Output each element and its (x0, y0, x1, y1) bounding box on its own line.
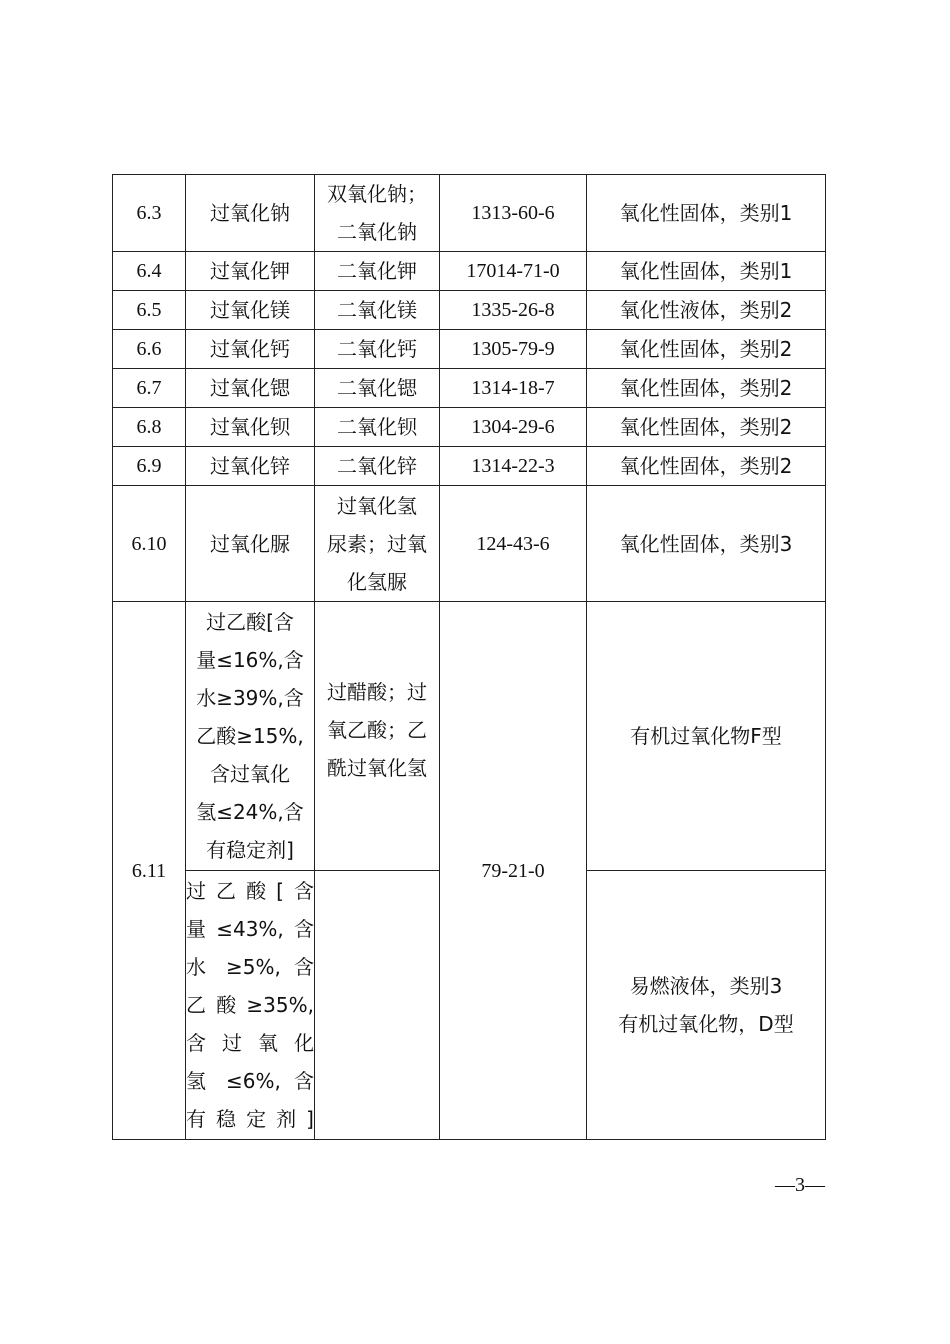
hazard-class: 氧化性固体，类别2 (587, 408, 826, 447)
name-line: 水≥39%,含 (196, 686, 304, 710)
alias-line: 酰过氧化氢 (327, 756, 427, 780)
name-line: 量≤43%,含 (186, 917, 314, 941)
chemical-name: 过氧化锌 (186, 447, 315, 486)
chemical-name: 过氧化脲 (186, 486, 315, 602)
table-row (113, 330, 826, 369)
name-line: 氢 ≤6%, 含 (186, 1069, 314, 1093)
chemical-name: 过氧化钡 (186, 408, 315, 447)
chemical-name: 过氧化钙 (186, 330, 315, 369)
hazard-class: 氧化性固体，类别3 (587, 486, 826, 602)
table-row (113, 369, 826, 408)
name-line: 过乙酸[含 (206, 610, 294, 634)
hazard-class: 氧化性固体，类别1 (587, 252, 826, 291)
name-line: 量≤16%,含 (196, 648, 304, 672)
cas-number: 1314-18-7 (440, 369, 587, 408)
table-row (113, 408, 826, 447)
name-line: 乙酸≥15%, (196, 724, 304, 748)
row-number: 6.9 (113, 447, 186, 486)
name-line: 氢≤24%,含 (196, 800, 304, 824)
chemical-alias: 二氧化钾 (315, 252, 440, 291)
chemical-name: 过氧化钾 (186, 252, 315, 291)
chemical-name (186, 871, 315, 1140)
hazard-class (587, 871, 826, 1140)
chemical-alias: 二氧化锶 (315, 369, 440, 408)
hazard-class: 氧化性固体，类别2 (587, 447, 826, 486)
row-number: 6.11 (113, 602, 186, 1140)
chemical-name: 过氧化钠 (186, 175, 315, 252)
cas-number: 1313-60-6 (440, 175, 587, 252)
chemical-name (186, 602, 315, 871)
name-line: 有稳定剂] (186, 1107, 314, 1131)
alias-line: 过氧化氢 (337, 493, 417, 518)
chemical-alias (315, 602, 440, 871)
name-line: 含过氧化 (210, 762, 290, 786)
chemical-alias: 二氧化钡 (315, 408, 440, 447)
chemical-alias (315, 486, 440, 602)
row-number: 6.4 (113, 252, 186, 291)
chemical-alias (315, 175, 440, 252)
hazard-class: 氧化性固体，类别2 (587, 330, 826, 369)
cas-number: 1335-26-8 (440, 291, 587, 330)
alias-line: 化氢脲 (347, 569, 407, 594)
chemical-table (112, 174, 826, 1140)
row-number: 6.6 (113, 330, 186, 369)
alias-line: 二氧化钠 (337, 220, 417, 244)
alias-line: 尿素；过氧 (327, 531, 427, 556)
chemical-alias: 二氧化锌 (315, 447, 440, 486)
hazard-class: 氧化性固体，类别2 (587, 369, 826, 408)
name-line: 过乙酸[含 (186, 879, 314, 903)
chemical-alias: 二氧化镁 (315, 291, 440, 330)
cas-number: 124-43-6 (440, 486, 587, 602)
hazard-class: 氧化性固体，类别1 (587, 175, 826, 252)
alias-line: 双氧化钠； (327, 182, 427, 206)
table-row (113, 486, 826, 602)
page-number: —3— (775, 1174, 825, 1196)
row-number: 6.5 (113, 291, 186, 330)
table-row (113, 252, 826, 291)
table-row (113, 602, 826, 871)
alias-line: 过醋酸；过 (327, 680, 427, 704)
name-line: 水 ≥5%, 含 (186, 955, 314, 979)
cas-number: 1304-29-6 (440, 408, 587, 447)
table-row (113, 291, 826, 330)
cas-number: 1314-22-3 (440, 447, 587, 486)
chemical-alias-empty (315, 871, 440, 1140)
name-line: 有稳定剂] (206, 838, 294, 862)
cas-number: 17014-71-0 (440, 252, 587, 291)
chemical-alias: 二氧化钙 (315, 330, 440, 369)
cas-number: 1305-79-9 (440, 330, 587, 369)
chemical-name: 过氧化镁 (186, 291, 315, 330)
chemical-name: 过氧化锶 (186, 369, 315, 408)
hazard-line: 易燃液体，类别3 (629, 974, 783, 998)
table-row (113, 175, 826, 252)
hazard-class: 氧化性液体，类别2 (587, 291, 826, 330)
row-number: 6.8 (113, 408, 186, 447)
table-row (113, 447, 826, 486)
hazard-class: 有机过氧化物F型 (587, 602, 826, 871)
cas-number: 79-21-0 (440, 602, 587, 1140)
hazard-line: 有机过氧化物，D型 (618, 1012, 794, 1036)
row-number: 6.3 (113, 175, 186, 252)
alias-line: 氧乙酸；乙 (327, 718, 427, 742)
name-line: 乙酸≥35%, (186, 993, 314, 1017)
name-line: 含过氧化 (186, 1031, 314, 1055)
row-number: 6.10 (113, 486, 186, 602)
row-number: 6.7 (113, 369, 186, 408)
